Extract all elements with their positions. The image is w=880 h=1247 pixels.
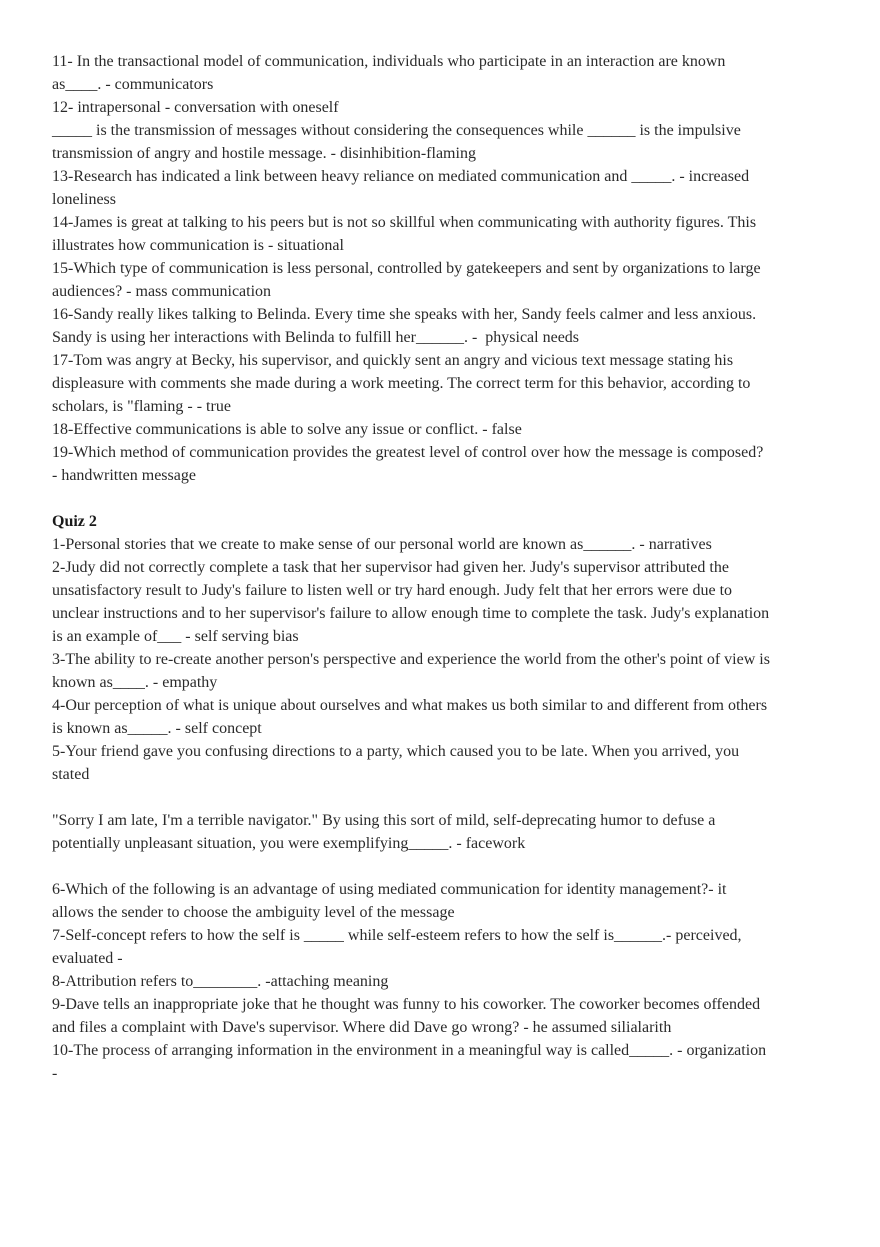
text-line: evaluated - — [52, 950, 123, 967]
text-line: loneliness — [52, 191, 116, 208]
text-line: potentially unpleasant situation, you were exemplifying_____. - facework — [52, 835, 526, 852]
text-line: 9-Dave tells an inappropriate joke that he thought was funny to his coworker. The coworker becomes offended — [52, 996, 761, 1013]
text-line: 6-Which of the following is an advantage of using mediated communication for identity management?- it — [52, 881, 727, 898]
text-line: transmission of angry and hostile message. - disinhibition-flaming — [52, 145, 476, 162]
quiz-item-13 — [52, 165, 832, 211]
text-line: known as____. - empathy — [52, 674, 218, 691]
text-line: _____ is the transmission of messages without considering the consequences while ______ is the impulsive — [52, 122, 741, 139]
quiz-item-1 — [52, 533, 832, 556]
quiz-item-2 — [52, 556, 832, 648]
quiz-item-5 — [52, 740, 832, 855]
quiz1-section — [52, 50, 832, 487]
text-line: 15-Which type of communication is less personal, controlled by gatekeepers and sent by organizations to large — [52, 260, 761, 277]
quiz-item-19 — [52, 441, 832, 487]
text-line: allows the sender to choose the ambiguity level of the message — [52, 904, 455, 921]
text-line: 3-The ability to re-create another person's perspective and experience the world from the other's point of view is — [52, 651, 770, 668]
text-line: as____. - communicators — [52, 76, 214, 93]
text-line: unclear instructions and to her supervisor's failure to allow enough time to complete the task. Judy's explanation — [52, 605, 770, 622]
text-line: stated — [52, 766, 90, 783]
text-line: 18-Effective communications is able to solve any issue or conflict. - false — [52, 421, 522, 438]
text-line: 17-Tom was angry at Becky, his supervisor, and quickly sent an angry and vicious text message stating his — [52, 352, 734, 369]
text-line: 1-Personal stories that we create to make sense of our personal world are known as______. - narratives — [52, 536, 712, 553]
text-line: 13-Research has indicated a link between heavy reliance on mediated communication and _____. - increased — [52, 168, 750, 185]
quiz-item-11 — [52, 50, 832, 96]
text-line: Sandy is using her interactions with Belinda to fulfill her______. - physical needs — [52, 329, 580, 346]
text-line: 16-Sandy really likes talking to Belinda. Every time she speaks with her, Sandy feels calmer and less anxious. — [52, 306, 757, 323]
quiz-item-6 — [52, 878, 832, 924]
quiz-item-16 — [52, 303, 832, 349]
quiz-item-7 — [52, 924, 832, 970]
text-line: illustrates how communication is - situational — [52, 237, 344, 254]
text-line: unsatisfactory result to Judy's failure to listen well or try hard enough. Judy felt that her errors were due to — [52, 582, 733, 599]
text-line: - — [52, 1065, 58, 1082]
spacer — [52, 487, 832, 510]
text-line: is known as_____. - self concept — [52, 720, 262, 737]
quiz-item-17 — [52, 349, 832, 418]
text-line: scholars, is "flaming - - true — [52, 398, 231, 415]
quiz-item-9 — [52, 993, 832, 1039]
quiz-item-18 — [52, 418, 832, 441]
quiz-item-14 — [52, 211, 832, 257]
document-page — [52, 50, 832, 1085]
text-line: 4-Our perception of what is unique about ourselves and what makes us both similar to and different from others — [52, 697, 768, 714]
text-line: 19-Which method of communication provides the greatest level of control over how the message is composed? — [52, 444, 764, 461]
text-line: 14-James is great at talking to his peers but is not so skillful when communicating with authority figures. This — [52, 214, 757, 231]
text-line: 5-Your friend gave you confusing directions to a party, which caused you to be late. When you arrived, you — [52, 743, 740, 760]
text-line: displeasure with comments she made during a work meeting. The correct term for this behavior, according to — [52, 375, 751, 392]
text-line: - handwritten message — [52, 467, 196, 484]
spacer — [52, 786, 832, 809]
text-line: 10-The process of arranging information in the environment in a meaningful way is called_____. - organization — [52, 1042, 767, 1059]
spacer — [52, 855, 832, 878]
text-line: 7-Self-concept refers to how the self is _____ while self-esteem refers to how the self is______.- perceived, — [52, 927, 742, 944]
text-line: 2-Judy did not correctly complete a task that her supervisor had given her. Judy's supervisor attributed the — [52, 559, 729, 576]
text-line: and files a complaint with Dave's supervisor. Where did Dave go wrong? - he assumed silialarith — [52, 1019, 672, 1036]
quiz-item-8 — [52, 970, 832, 993]
quiz-item-15 — [52, 257, 832, 303]
text-line: audiences? - mass communication — [52, 283, 272, 300]
quiz-item-3 — [52, 648, 832, 694]
quiz-item-10 — [52, 1039, 832, 1085]
text-line: "Sorry I am late, I'm a terrible navigator." By using this sort of mild, self-deprecating humor to defuse a — [52, 812, 716, 829]
section-heading: Quiz 2 — [52, 513, 97, 530]
text-line: 8-Attribution refers to________. -attaching meaning — [52, 973, 389, 990]
text-line: 12- intrapersonal - conversation with oneself — [52, 99, 339, 116]
quiz2-section — [52, 510, 832, 1085]
quiz-item-12 — [52, 96, 832, 165]
text-line: is an example of___ - self serving bias — [52, 628, 299, 645]
quiz-item-4 — [52, 694, 832, 740]
text-line: 11- In the transactional model of communication, individuals who participate in an interaction are known — [52, 53, 726, 70]
